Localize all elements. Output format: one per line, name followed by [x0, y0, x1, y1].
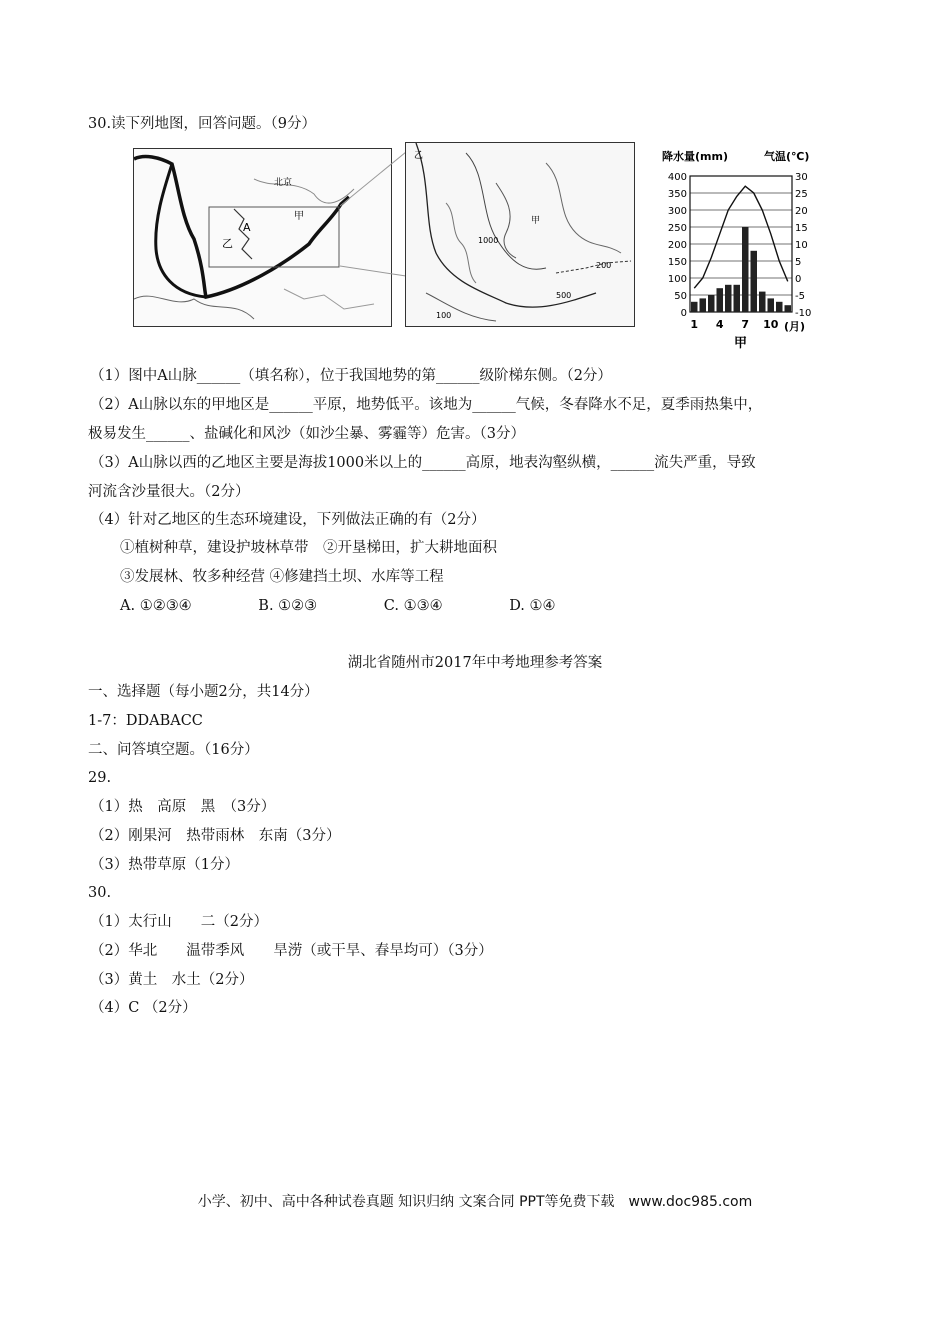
chart-y-tick-label: 300 [667, 206, 687, 217]
chart-x-tick-label: 7 [741, 318, 750, 331]
chart-title: 甲 [734, 336, 748, 351]
q4-option-c: C. ①③④ [383, 598, 443, 614]
map1-label-a: A [243, 221, 251, 234]
map2-label-200: 200 [596, 261, 612, 270]
q4-option-b: B. ①②③ [258, 598, 318, 614]
q3-text-line1: （3）A山脉以西的乙地区主要是海拔1000米以上的______高原，地表沟壑纵横，______流失严重，导致 [90, 455, 756, 471]
chart-x-tick-label: 10 [763, 318, 779, 331]
chart-y-tick-label: 250 [667, 223, 687, 234]
chart-precip-bar [768, 298, 775, 312]
chart-precip-bar [691, 302, 698, 312]
chart-precip-bar [700, 298, 707, 312]
chart-precip-bar [742, 227, 749, 312]
chart-precip-bar [751, 251, 758, 312]
q4-item1: ①植树种草，建设护坡林草带 ②开垦梯田，扩大耕地面积 [120, 540, 497, 556]
chart-precip-bar [785, 305, 792, 312]
answers-q30-4: （4）C （2分） [90, 1000, 197, 1016]
climate-chart-svg [656, 144, 826, 354]
chart-y-tick-label: 200 [667, 240, 687, 251]
chart-y2-tick-label: 20 [795, 206, 808, 217]
chart-y2label: 气温(℃) [764, 150, 810, 163]
chart-y2-tick-label: 0 [795, 274, 802, 285]
chart-x-tick-label: 1 [690, 318, 699, 331]
chart-xlabel: (月) [784, 320, 806, 333]
q4-option-a: A. ①②③④ [120, 598, 192, 614]
chart-y2-tick-label: -5 [795, 291, 805, 302]
q4-item2: ③发展林、牧多种经营 ④修建挡土坝、水库等工程 [120, 569, 444, 585]
loess-plateau-detail-map [405, 142, 635, 327]
answers-q29: 29. [88, 770, 112, 786]
chart-precip-bar [776, 302, 783, 312]
answers-section2: 二、问答填空题。（16分） [88, 742, 259, 758]
chart-ylabel: 降水量(mm) [662, 150, 728, 163]
answers-q30-3: （3）黄土 水土（2分） [90, 972, 254, 988]
answers-section1: 一、选择题（每小题2分，共14分） [88, 684, 319, 700]
chart-y-tick-label: 350 [667, 189, 687, 200]
q2-text-line2: 极易发生______、盐碱化和风沙（如沙尘暴、雾霾等）危害。（3分） [88, 426, 525, 442]
map-connector-lines [340, 148, 410, 278]
answers-q29-2: （2）刚果河 热带雨林 东南（3分） [90, 828, 341, 844]
answers-q30-1: （1）太行山 二（2分） [90, 914, 268, 930]
chart-precip-bar [725, 285, 732, 312]
chart-y2-tick-label: 30 [795, 172, 808, 183]
answers-title: 湖北省随州市2017年中考地理参考答案 [347, 655, 603, 671]
chart-y2-tick-label: 10 [795, 240, 808, 251]
answers-q30-2: （2）华北 温带季风 旱涝（或干旱、春旱均可）（3分） [90, 943, 493, 959]
question-title: 30.读下列地图，回答问题。（9分） [88, 116, 317, 132]
page-footer: 小学、初中、高中各种试卷真题 知识归纳 文案合同 PPT等免费下载 www.doc985.com [197, 1194, 753, 1210]
map2-label-500: 500 [556, 291, 572, 300]
chart-temp-line [694, 186, 788, 288]
map1-label-beijing: 北京 [274, 178, 293, 188]
map2-label-100: 100 [436, 311, 452, 320]
answers-q30: 30. [88, 885, 112, 901]
answers-q29-3: （3）热带草原（1分） [90, 857, 239, 873]
chart-y-tick-label: 100 [667, 274, 687, 285]
q1-text: （1）图中A山脉______（填名称），位于我国地势的第______级阶梯东侧。（2分） [90, 368, 612, 384]
map2-label-1000: 1000 [478, 236, 499, 245]
map1-label-yi: 乙 [222, 237, 233, 250]
q4-option-d: D. ①④ [509, 598, 556, 614]
chart-y-tick-label: 400 [667, 172, 687, 183]
chart-precip-bar [759, 292, 766, 312]
q3-text-line2: 河流含沙量很大。（2分） [88, 484, 250, 500]
chart-precip-bar [708, 295, 715, 312]
chart-precip-bar [734, 285, 741, 312]
chart-y-tick-label: 0 [680, 308, 687, 319]
map1-label-jia: 甲 [294, 211, 304, 222]
chart-temp-polyline [694, 186, 788, 288]
map2-label-jia: 甲 [531, 216, 541, 226]
chart-y2-tick-label: 25 [795, 189, 808, 200]
chart-y-tick-label: 50 [674, 291, 687, 302]
chart-precip-bar [717, 288, 724, 312]
chart-y2-tick-label: 15 [795, 223, 808, 234]
chart-y2-tick-label: -10 [795, 308, 812, 319]
climate-chart [656, 144, 826, 354]
chart-gridlines [690, 176, 792, 312]
chart-x-tick-label: 4 [715, 318, 724, 331]
loess-plateau-detail-drawing [406, 143, 634, 326]
answers-mc: 1-7：DDABACC [88, 713, 203, 729]
chart-y2-tick-label: 5 [795, 257, 802, 268]
answers-q29-1: （1）热 高原 黑 （3分） [90, 799, 276, 815]
q4-text: （4）针对乙地区的生态环境建设，下列做法正确的有（2分） [90, 512, 486, 528]
chart-y-tick-label: 150 [667, 257, 687, 268]
q2-text-line1: （2）A山脉以东的甲地区是______平原，地势低平。该地为______气候，冬春降水不足，夏季雨热集中， [90, 397, 763, 413]
map2-label-yi-top: 乙 [414, 151, 424, 161]
q4-options [120, 596, 618, 616]
